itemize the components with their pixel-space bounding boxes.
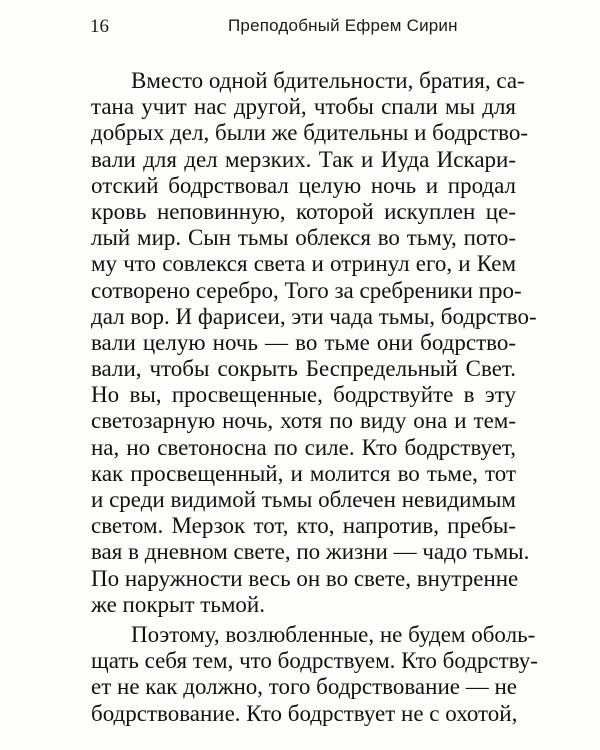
text-line: вали для дел мерзких. Так и Иуда Искари- [91,146,516,172]
text-line: Но вы, просвещенные, бодрствуйте в эту [91,382,516,408]
page-number: 16 [90,16,109,37]
paragraph-1 [91,68,537,618]
text-line: вали, чтобы сокрыть Беспредельный Свет. [91,356,516,382]
text-line: светозарную ночь, хотя по виду она и тем- [91,408,516,434]
text-line: вая в дневном свете, по жизни — чадо тьмы. [91,539,530,565]
text-line: сотворено серебро, Того за сребреники про- [91,277,522,303]
text-line: же покрыт тьмой. [91,591,265,617]
text-line: дал вор. И фарисеи, эти чада тьмы, бодрство- [91,303,537,329]
text-line: вали целую ночь — во тьме они бодрство- [91,329,516,355]
text-line: кровь неповинную, которой искуплен це- [91,198,516,224]
text-line: Поэтому, возлюбленные, не будем оболь- [131,621,536,647]
text-line: и среди видимой тьмы облечен невидимым [91,487,516,512]
text-line: как просвещенный, и молится во тьме, тот [91,460,516,486]
text-line: добрых дел, были же бдительны и бодрство- [91,120,529,146]
running-head [90,14,520,42]
text-line: Вместо одной бдительности, братия, са- [131,68,525,93]
text-line: светом. Мерзок тот, кто, напротив, пребы- [91,513,516,539]
text-line: отский бодрствовал целую ночь и продал [91,172,516,198]
book-title: Преподобный Ефрем Сирин [228,16,458,35]
text-line: ет не как должно, того бодрствование — не [91,674,517,700]
text-line: щать себя тем, что бодрствуем. Кто бодрству- [91,648,538,674]
text-line: на, но светоносна по силе. Кто бодрствует, [91,434,516,460]
text-line: му что совлекся света и отринул его, и Кем [91,251,516,277]
text-line: По наружности весь он во свете, внутренне [91,565,519,591]
paragraph-2 [91,621,538,727]
text-line: тана учит нас другой, чтобы спали мы для [91,94,516,120]
text-line: лый мир. Сын тьмы облекся во тьму, пото- [91,225,516,251]
text-line: бодрствование. Кто бодрствует не с охотой, [91,700,518,726]
body-text [91,68,538,727]
